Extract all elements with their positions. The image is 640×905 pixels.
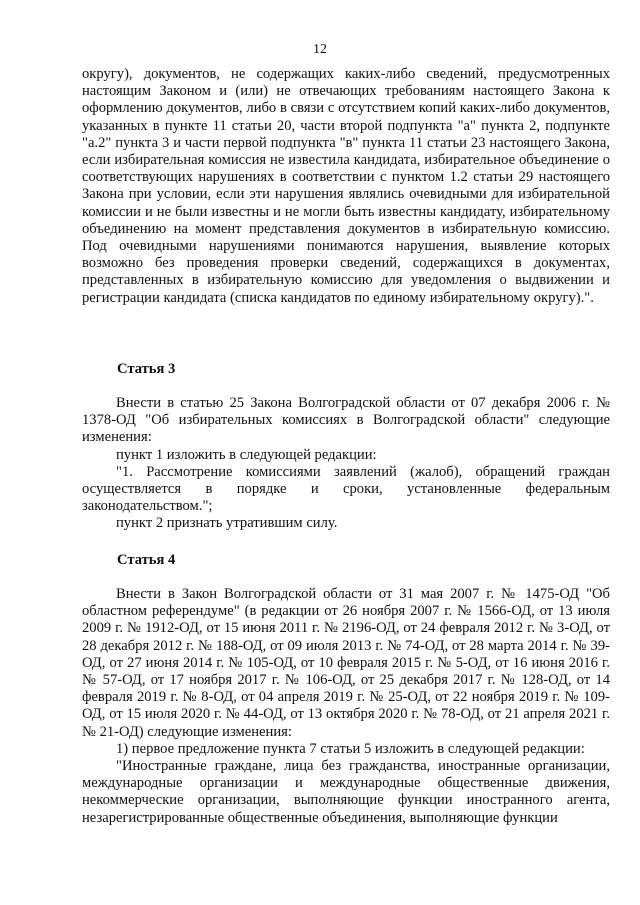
intro-paragraph: округу), документов, не содержащих каких-либо сведений, предусмотренных настоящим Законом и (или) не отвечающих требованиям настоящего Закона к оформлению документов, либо в связи с отсутствием копий каких-либо документов, указанных в пункте 11 статьи 20, части второй подпункта "а" пункта 2, подпункте "а.2" пункта 3 и части первой подпункта "в" пункта 11 статьи 23 настоящего Закона, если избирательная комиссия не известила кандидата, избирательное объединение о соответствующих нарушениях в соответствии с пунктом 1.2 статьи 29 настоящего Закона при условии, если эти нарушения являлись очевидными для избирательной комиссии и не были известны и не могли быть известны кандидату, избирательному объединению на момент представления документов в избирательную комиссию. Под очевидными нарушениями понимаются нарушения, выявление которых возможно без проведения проверки сведений, содержащихся в документах, представленных в избирательную комиссию для уведомления о выдвижении и регистрации кандидата (списка кандидатов по единому избирательному округу).". bbox=[82, 66, 610, 306]
article-4-paragraph-1: Внести в Закон Волгоградской области от 31 мая 2007 г. № 1475-ОД "Об областном референдуме" (в редакции от 26 ноября 2007 г. № 1566-ОД, от 13 июля 2009 г. № 1912-ОД, от 15 июня 2011 г. № 2196-ОД, от 24 февраля 2012 г. № 3-ОД, от 28 декабря 2012 г. № 188-ОД, от 09 июля 2013 г. № 74-ОД, от 28 марта 2014 г. № 39-ОД, от 27 июня 2014 г. № 105-ОД, от 10 февраля 2015 г. № 5-ОД, от 16 июня 2016 г. № 57-ОД, от 17 ноября 2017 г. № 106-ОД, от 25 декабря 2017 г. № 128-ОД, от 14 февраля 2019 г. № 8-ОД, от 04 апреля 2019 г. № 25-ОД, от 22 ноября 2019 г. № 109-ОД, от 15 июля 2020 г. № 44-ОД, от 13 октября 2020 г. № 78-ОД, от 21 апреля 2021 г. № 21-ОД) следующие изменения: bbox=[82, 586, 610, 740]
article-4-heading: Статья 4 bbox=[117, 552, 176, 568]
article-3-paragraph-1: Внести в статью 25 Закона Волгоградской области от 07 декабря 2006 г. № 1378-ОД "Об избирательных комиссиях в Волгоградской области" следующие изменения: bbox=[82, 395, 610, 446]
intro-paragraph-block bbox=[82, 66, 610, 307]
page-number: 12 bbox=[313, 42, 327, 57]
article-3-body bbox=[82, 395, 610, 533]
article-4-body bbox=[82, 586, 610, 827]
article-3-paragraph-2: пункт 1 изложить в следующей редакции: bbox=[116, 446, 377, 463]
article-3-paragraph-4: пункт 2 признать утратившим силу. bbox=[116, 515, 338, 532]
article-3-heading: Статья 3 bbox=[117, 361, 176, 377]
article-4-paragraph-2: 1) первое предложение пункта 7 статьи 5 изложить в следующей редакции: bbox=[116, 740, 585, 757]
article-3-paragraph-3: "1. Рассмотрение комиссиями заявлений (жалоб), обращений граждан осуществляется в порядке и сроки, установленные федеральным законодательством."; bbox=[82, 463, 610, 515]
article-4-paragraph-3: "Иностранные граждане, лица без гражданства, иностранные организации, международные организации и международные общественные движения, некоммерческие организации, выполняющие функции иностранного агента, незарегистрированные общественные объединения, выполняющие функции bbox=[82, 758, 610, 826]
